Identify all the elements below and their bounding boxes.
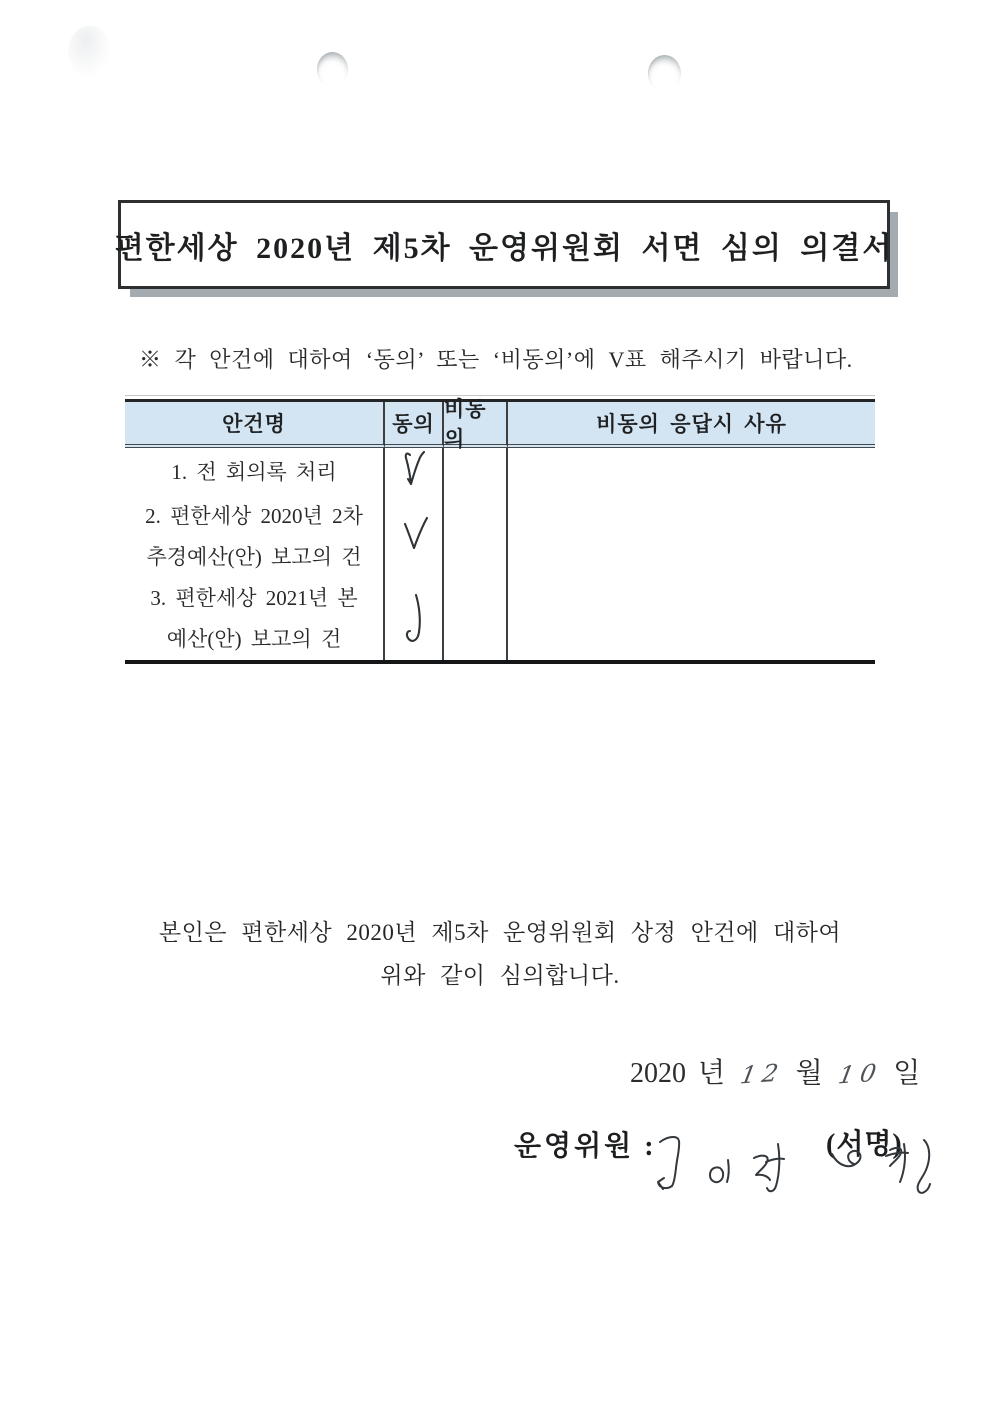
date-month-handwritten: 12: [738, 1058, 787, 1090]
agenda-text: [171, 452, 336, 493]
statement-line-2: 위와 같이 심의합니다.: [380, 963, 620, 988]
date-line: [630, 1051, 920, 1091]
agenda-line: 예산(안) 보고의 건: [166, 627, 342, 651]
agenda-line: 2. 편한세상 2020년 2차: [145, 504, 363, 528]
table-row-3-agenda: [125, 578, 385, 660]
agenda-text: [150, 578, 357, 660]
date-day-handwritten: 10: [835, 1058, 885, 1090]
instruction-text: ※ 각 안건에 대하여 ‘동의’ 또는 ‘비동의’에 V표 해주시기 바랍니다.: [139, 347, 853, 372]
agree-checkmark: [398, 515, 430, 559]
document-title-box: [114, 200, 894, 289]
header-agenda: 안건명: [125, 402, 385, 448]
header-disagree: 비동의: [444, 402, 508, 448]
scan-smudge: [68, 26, 112, 78]
table-row-1-agree-cell: [385, 448, 444, 496]
punch-hole-left: [317, 52, 348, 87]
agree-checkmark: [397, 590, 431, 648]
handwritten-name-signature: [650, 1130, 820, 1202]
date-month-suffix: 월: [795, 1058, 823, 1089]
table-row-2-agree-cell: [385, 496, 444, 578]
header-reason: 비동의 응답시 사유: [508, 402, 875, 448]
date-year-suffix: 년: [698, 1058, 726, 1089]
table-row-2-disagree-cell: [444, 496, 508, 578]
agenda-line: 3. 편한세상 2021년 본: [150, 586, 358, 610]
signer-role-label: 운영위원 :: [514, 1131, 657, 1162]
handwritten-signature-flourish: [824, 1124, 950, 1208]
table-row-3-disagree-cell: [444, 578, 508, 660]
agenda-line: 1. 전 회의록 처리: [171, 459, 337, 484]
table-row-2-agenda: [125, 496, 385, 578]
agree-checkmark: [398, 448, 430, 496]
date-day-suffix: 일: [893, 1058, 921, 1089]
statement-line-1: 본인은 편한세상 2020년 제5차 운영위원회 상정 안건에 대하여: [158, 920, 842, 945]
table-row-1-agenda: [125, 448, 385, 496]
table-row-2-reason-cell: [508, 496, 875, 578]
table-row-1-disagree-cell: [444, 448, 508, 496]
document-title: 편한세상 2020년 제5차 운영위원회 서면 심의 의결서: [114, 231, 894, 265]
header-agree: 동의: [385, 402, 444, 448]
deliberation-statement: [0, 911, 1000, 997]
date-year: 2020: [630, 1058, 686, 1089]
table-row-3-reason-cell: [508, 578, 875, 660]
signature-note-label: (서명): [826, 1129, 903, 1160]
agenda-vote-table: [125, 399, 875, 664]
punch-hole-right: [648, 55, 681, 92]
table-row-3-agree-cell: [385, 578, 444, 660]
agenda-text: [145, 496, 363, 578]
agenda-line: 추경예산(안) 보고의 건: [146, 545, 362, 569]
table-row-1-reason-cell: [508, 448, 875, 496]
